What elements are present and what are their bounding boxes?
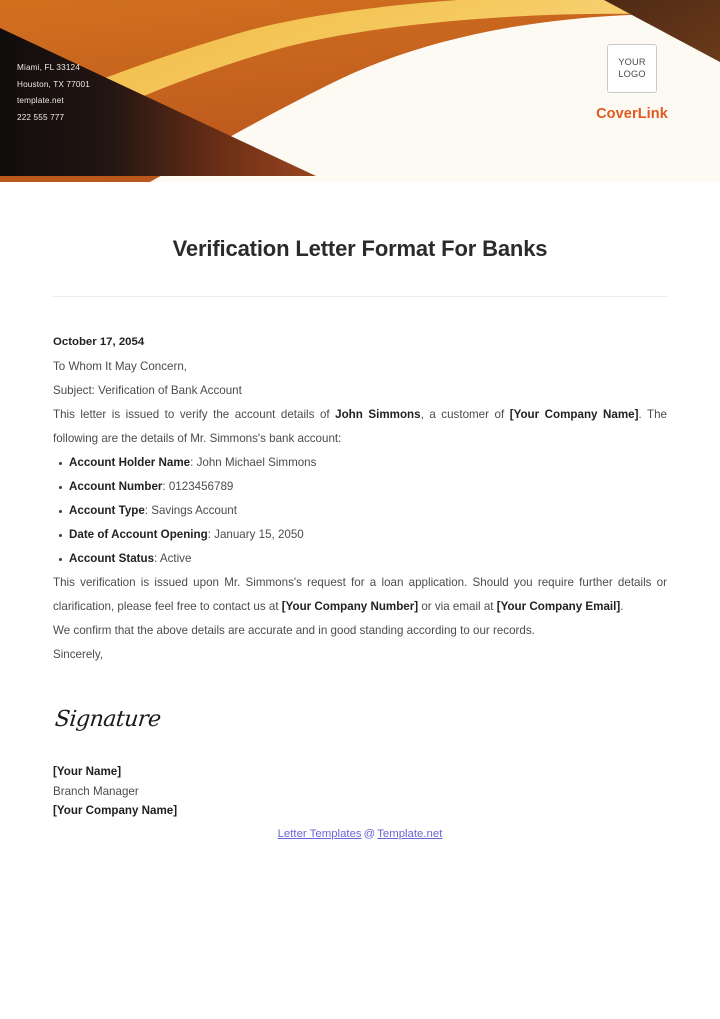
detail-colon: : — [162, 480, 169, 493]
company-address-block — [17, 60, 90, 126]
detail-label: Account Type — [69, 504, 145, 517]
logo-text-line2: LOGO — [618, 68, 646, 79]
list-item — [53, 547, 667, 571]
detail-value: Savings Account — [151, 504, 237, 517]
logo-block — [572, 44, 692, 122]
detail-label: Account Status — [69, 552, 155, 565]
intro-text-2: , a customer of — [420, 408, 510, 421]
address-line-city2: Houston, TX 77001 — [17, 79, 90, 89]
letter-salutation: To Whom It May Concern, — [53, 360, 188, 373]
footer-separator: @ — [363, 828, 376, 840]
account-details-list — [53, 451, 667, 571]
list-item — [53, 523, 667, 547]
detail-value: John Michael Simmons — [196, 456, 317, 469]
address-line-city1: Miami, FL 33124 — [17, 63, 80, 72]
signature-block — [53, 762, 453, 821]
address-line-phone: 222 555 777 — [17, 112, 65, 122]
letter-templates-link[interactable]: Letter Templates — [277, 828, 362, 840]
your-logo-placeholder-icon[interactable] — [607, 44, 657, 93]
detail-label: Account Holder Name — [69, 456, 191, 469]
detail-value: 0123456789 — [168, 480, 234, 493]
detail-label: Account Number — [69, 480, 163, 493]
brand-name: CoverLink — [596, 106, 668, 122]
confirmation-paragraph: We confirm that the above details are accurate and in good standing according to our records. — [53, 624, 535, 637]
detail-colon: : — [190, 456, 197, 469]
company-email-placeholder: [Your Company Email] — [496, 600, 621, 613]
customer-name: John Simmons — [335, 408, 421, 421]
detail-colon: : — [207, 528, 215, 541]
detail-label: Date of Account Opening — [69, 528, 208, 541]
template-net-link[interactable]: Template.net — [377, 828, 443, 840]
signature-script: Signature — [53, 707, 162, 732]
company-number-placeholder: [Your Company Number] — [281, 600, 419, 613]
letter-date: October 17, 2054 — [53, 336, 145, 348]
address-line-website: template.net — [17, 96, 64, 105]
signer-title: Branch Manager — [53, 784, 139, 798]
closing-text-3: . — [620, 600, 624, 613]
sincerely-line: Sincerely, — [53, 648, 104, 661]
letter-subject: Subject: Verification of Bank Account — [53, 384, 242, 397]
company-name-placeholder-1: [Your Company Name] — [509, 408, 639, 421]
intro-text-1: This letter is issued to verify the account details of — [53, 408, 336, 421]
logo-text-line1: YOUR — [618, 57, 646, 67]
closing-text-2: or via email at — [418, 600, 497, 613]
detail-colon: : — [144, 504, 152, 517]
closing-paragraph — [53, 571, 667, 619]
detail-colon: : — [154, 552, 160, 565]
detail-value: January 15, 2050 — [214, 528, 304, 541]
list-item — [53, 499, 667, 523]
closing-text-1: This verification is issued upon Mr. Simmons's request for a loan application. Should you require further details or clarification, please feel free to contact us at — [53, 576, 667, 613]
list-item — [53, 475, 667, 499]
footer-links — [0, 828, 720, 840]
intro-paragraph — [53, 403, 667, 451]
intro-text-3: . The following are the details of Mr. Simmons's bank account: — [53, 408, 667, 445]
signer-company: [Your Company Name] — [53, 804, 178, 817]
page-title: Verification Letter Format For Banks — [172, 236, 548, 261]
letter-body — [53, 330, 667, 667]
detail-value: Active — [159, 552, 192, 565]
title-divider — [53, 296, 667, 297]
list-item — [53, 451, 667, 475]
signer-name: [Your Name] — [53, 765, 122, 778]
